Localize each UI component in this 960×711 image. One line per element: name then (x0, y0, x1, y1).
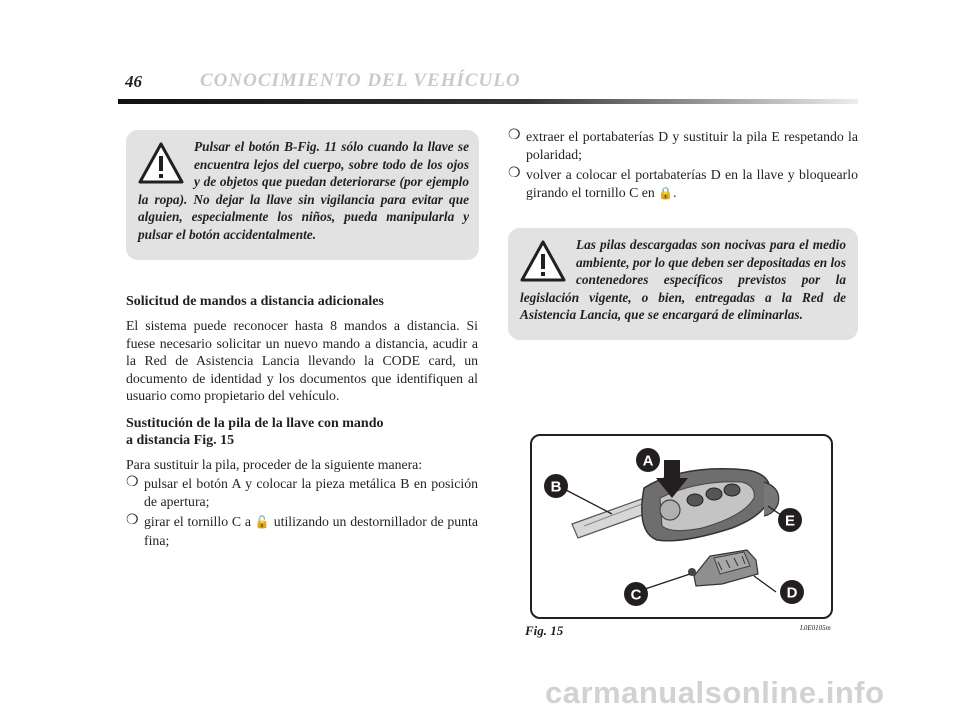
svg-text:E: E (784, 512, 796, 530)
section-title-battery-replacement (126, 415, 478, 449)
bullet-icon: ❍ (126, 475, 139, 490)
list-item (126, 475, 478, 510)
svg-text:D: D (786, 584, 798, 602)
bullet-icon: ❍ (508, 128, 521, 143)
list-item-text: pulsar el botón A y colocar la pieza metálica B en posición de apertura; (144, 476, 478, 509)
section-intro: Para sustituir la pila, proceder de la siguiente manera: (126, 456, 423, 472)
callout-a (636, 448, 660, 472)
svg-text:A: A (642, 452, 654, 470)
header-rule (118, 99, 858, 104)
section-title-line-2: a distancia Fig. 15 (126, 432, 235, 448)
list-item (508, 166, 858, 202)
right-column (508, 126, 858, 205)
section-body-additional-remotes: El sistema puede reconocer hasta 8 mandos a distancia. Si fuese necesario solicitar un nuevo mando a distancia, acudir a la Red de Asistencia Lancia llevando la CODE card, un documento de identidad y los documentos que identifiquen al usuario como propietario del vehículo. (126, 318, 478, 403)
list-item (508, 128, 858, 163)
list-item-text: volver a colocar el portabaterías D en la llave y bloquearlo girando el tornillo C en (526, 167, 858, 200)
key-battery-illustration (532, 436, 831, 617)
watermark: carmanualsonline.info (545, 675, 885, 710)
warning-box-1 (126, 130, 479, 260)
lock-icon: 🔒 (658, 185, 674, 200)
warning-triangle-icon (520, 239, 566, 283)
svg-text:B: B (550, 478, 562, 496)
callout-b (544, 474, 568, 498)
list-item-text: girar el tornillo C a (144, 514, 251, 529)
warning-text-1: Pulsar el botón B-Fig. 11 sólo cuando la llave se encuentra lejos del cuerpo, sobre todo de los ojos y de objetos que puedan deteriorarse (por ejemplo la ropa). No dejar la llave sin vigilancia para evitar que alguien, especialmente los niños, pueda manipularla y pulsar el botón accidentalmente. (138, 139, 469, 242)
list-item-text: utilizando un destornillador de punta fina; (144, 514, 479, 548)
battery-holder (694, 550, 758, 586)
section-title-line-1: Sustitución de la pila de la llave con mando (126, 415, 384, 431)
bullet-icon: ❍ (508, 166, 521, 181)
callout-d (780, 580, 804, 604)
figure-15-frame (530, 434, 833, 619)
page-number: 46 (125, 72, 142, 91)
list-item-text: . (673, 184, 677, 200)
warning-box-2 (508, 228, 858, 340)
list-item-text: extraer el portabaterías D y sustituir la pila E respetando la polaridad; (526, 129, 858, 162)
callout-e (778, 508, 802, 532)
unlock-icon: 🔓 (254, 515, 270, 529)
warning-triangle-icon (138, 141, 184, 185)
bullet-icon: ❍ (126, 513, 139, 528)
svg-text:C: C (630, 586, 642, 604)
page-header-title: CONOCIMIENTO DEL VEHÍCULO (200, 70, 521, 91)
section-title-additional-remotes: Solicitud de mandos a distancia adicionales (126, 294, 384, 309)
figure-code: L0E0105m (800, 624, 831, 632)
callout-c (624, 582, 648, 606)
warning-text-2: Las pilas descargadas son nocivas para el medio ambiente, por lo que deben ser depositadas en los contenedores específicos previstos por la legislación vigente, o bien, entregadas a la Red de Asistencia Lancia, que se encargará de eliminarlas. (520, 237, 846, 322)
left-column (126, 293, 478, 552)
list-item (126, 513, 478, 549)
figure-caption: Fig. 15 (525, 623, 564, 638)
